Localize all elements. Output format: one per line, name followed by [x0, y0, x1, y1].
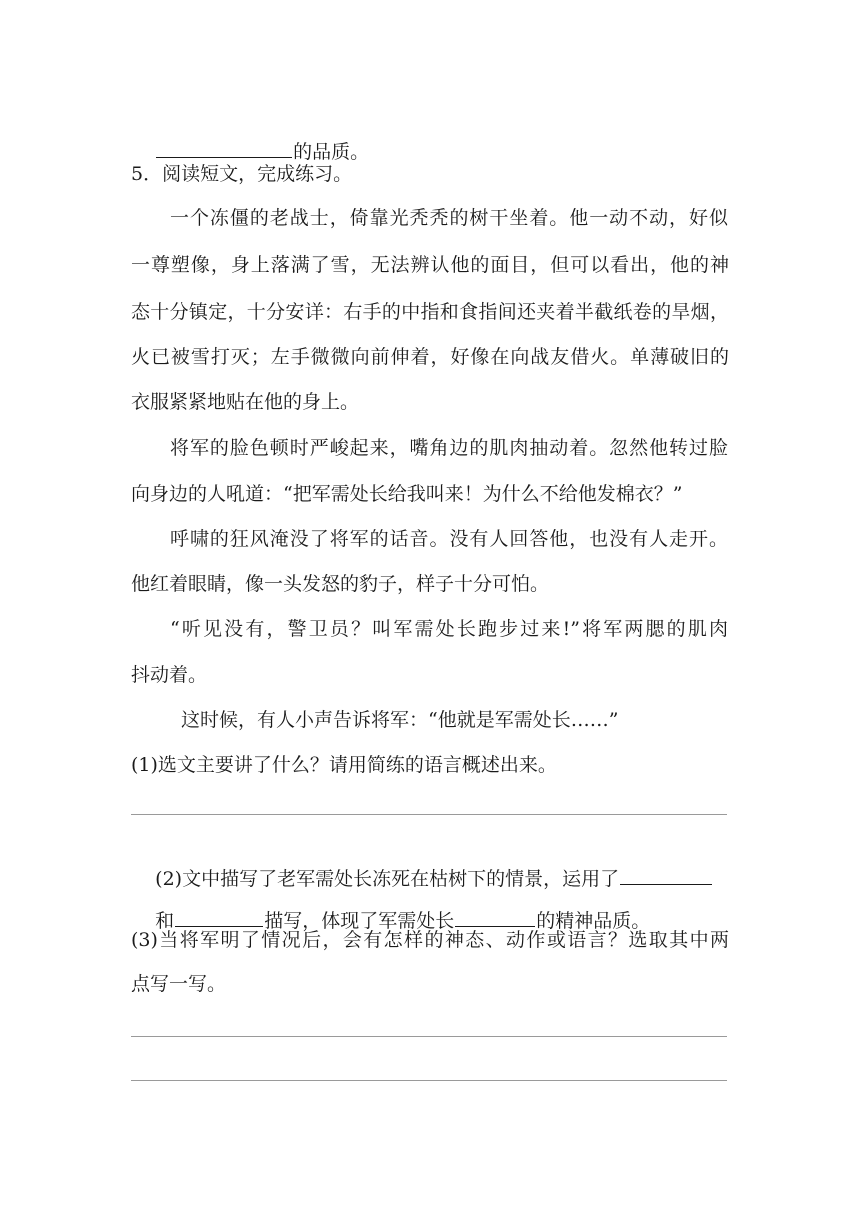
- previous-answer-line: [131, 115, 370, 163]
- question-3-answer-line-2[interactable]: [131, 1080, 727, 1081]
- question-3-line-2: 点写一写。: [131, 973, 227, 995]
- question-1: (1)选文主要讲了什么？请用简练的语言概述出来。: [131, 754, 557, 776]
- passage-paragraph-1-line-4: 火已被雪打灭；左手微微向前伸着，好像在向战友借火。单薄破旧的: [131, 346, 729, 368]
- passage-paragraph-4-line-2: 抖动着。: [131, 664, 208, 686]
- question-5-title: 5．阅读短文，完成练习。: [131, 163, 353, 185]
- answer-blank[interactable]: [175, 908, 263, 927]
- text-fragment: 的品质。: [293, 141, 370, 163]
- passage-paragraph-1-line-3: 态十分镇定，十分安详：右手的中指和食指间还夹着半截纸卷的旱烟，: [131, 301, 729, 323]
- passage-paragraph-1-line-5: 衣服紧紧地贴在他的身上。: [131, 391, 360, 413]
- passage-paragraph-2-line-1: 将军的脸色顿时严峻起来，嘴角边的肌肉抽动着。忽然他转过脸: [170, 437, 728, 459]
- passage-paragraph-1-line-2: 一尊塑像，身上落满了雪，无法辨认他的面目，但可以看出，他的神: [131, 254, 729, 276]
- question-3-answer-line-1[interactable]: [131, 1036, 727, 1037]
- text-fragment: 描写，体现了军需处长: [264, 910, 455, 932]
- answer-blank[interactable]: [156, 139, 292, 158]
- question-1-answer-line[interactable]: [131, 814, 727, 815]
- text-fragment: 和: [155, 910, 175, 932]
- question-2-line-1: [131, 842, 713, 890]
- text-fragment: (2)文中描写了老军需处长冻死在枯树下的情景，运用了: [155, 868, 620, 890]
- question-3-line-1: (3)当将军明了情况后，会有怎样的神态、动作或语言？选取其中两: [131, 929, 729, 951]
- passage-paragraph-3-line-2: 他红着眼睛，像一头发怒的豹子，样子十分可怕。: [131, 573, 550, 595]
- passage-paragraph-2-line-2: 向身边的人吼道：“把军需处长给我叫来！为什么不给他发棉衣？”: [131, 483, 683, 505]
- passage-paragraph-5-line-1: 这时候，有人小声告诉将军：“他就是军需处长……”: [181, 709, 619, 731]
- passage-paragraph-4-line-1: “听见没有，警卫员？叫军需处长跑步过来!”将军两腮的肌肉: [170, 618, 728, 640]
- text-fragment: 的精神品质。: [536, 910, 651, 932]
- answer-blank[interactable]: [620, 866, 712, 885]
- passage-paragraph-1-line-1: 一个冻僵的老战士，倚靠光秃秃的树干坐着。他一动不动，好似: [170, 207, 728, 229]
- passage-paragraph-3-line-1: 呼啸的狂风淹没了将军的话音。没有人回答他，也没有人走开。: [170, 528, 728, 550]
- answer-blank[interactable]: [455, 908, 535, 927]
- question-2-line-2: [131, 884, 651, 932]
